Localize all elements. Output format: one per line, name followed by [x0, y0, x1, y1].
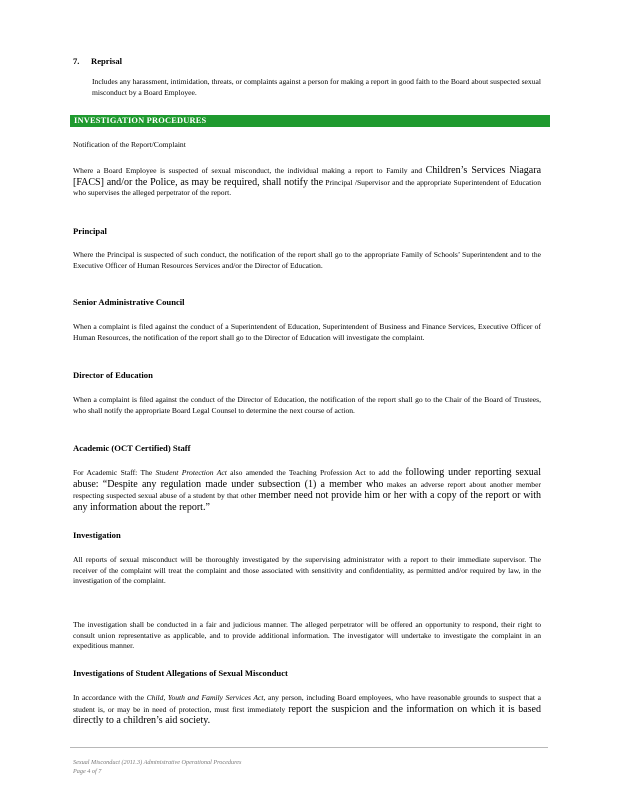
notification-body-part-2: Principal /Supervisor and the appropriate Superintendent of Education who supervises the alleged perpetrator of the report. — [73, 177, 541, 198]
student-allegations-large-text: report the suspicion and the information on which it is based directly to a children’s aid society. — [73, 703, 541, 727]
investigation-body-1: All reports of sexual misconduct will be thoroughly investigated by the supervising administrator with a report to their immediate supervisor. The receiver of the complaint will treat the complaint and those associated with sensitivity and confidentiality, as permitted and/or required by law, in the investigation of the complaint. — [73, 555, 541, 586]
investigation-procedures-band — [70, 115, 550, 127]
child-youth-family-services-act-title: Child, Youth and Family Services — [146, 693, 251, 702]
student-protection-act-title: Student Protection Act — [155, 468, 227, 477]
director-of-education-heading: Director of Education — [73, 370, 153, 380]
footer-page-number: Page 4 of 7 — [73, 768, 102, 775]
investigation-body-2: The investigation shall be conducted in a fair and judicious manner. The alleged perpetrator will be offered an opportunity to respond, their right to consult union representative as applicable, and to provide additional information. The investigator will undertake to investigate the complaint in an expeditious manner. — [73, 620, 541, 651]
student-allegations-body-part-1: In accordance with the — [73, 693, 147, 702]
act-suffix: Act — [250, 693, 264, 702]
principal-heading: Principal — [73, 226, 107, 236]
notification-body-part-1: Where a Board Employee is suspected of sexual misconduct, the individual making a report to Family and — [73, 166, 426, 175]
academic-staff-body-part-2: also amended the Teaching Profession Act to add the — [226, 468, 406, 477]
academic-staff-body-part-1: For Academic Staff: The — [73, 468, 156, 477]
director-of-education-body: When a complaint is filed against the conduct of the Director of Education, the notification of the report shall go to the Chair of the Board of Trustees, who shall notify the appropriate Board Legal Counsel to determine the next course of action. — [73, 395, 541, 415]
reprisal-heading — [73, 56, 122, 66]
principal-body: Where the Principal is suspected of such conduct, the notification of the report shall go to the appropriate Family of Schools’ Superintendent and to the Executive Officer of Human Resources Services and/or the Director of Education. — [73, 250, 541, 270]
academic-staff-body — [73, 467, 541, 513]
student-allegations-heading: Investigations of Student Allegations of Sexual Misconduct — [73, 668, 288, 678]
academic-staff-quote-part-2: member need not provide him or her with a copy of the report or with any information about the report.” — [73, 490, 541, 513]
reprisal-body: Includes any harassment, intimidation, threats, or complaints against a person for making a report in good faith to the Board about suspected sexual misconduct by a Board Employee. — [92, 77, 541, 97]
notification-intro: Notification of the Report/Complaint — [73, 140, 186, 149]
reprisal-heading-text: Reprisal — [91, 56, 123, 66]
footer-divider — [70, 747, 548, 748]
academic-staff-quote-part-1: following under reporting sexual abuse: “Despite any regulation made under subsection (1) a member who — [73, 467, 541, 490]
investigation-heading: Investigation — [73, 530, 121, 540]
investigation-procedures-title: INVESTIGATION PROCEDURES — [74, 116, 207, 125]
senior-administrative-council-heading: Senior Administrative Council — [73, 297, 185, 307]
academic-staff-body-part-3: makes an adverse report about another member respecting suspected sexual abuse of a student by that other — [73, 479, 541, 501]
reprisal-heading-number: 7. — [73, 56, 80, 66]
footer-document-title: Sexual Misconduct (2011.3) Administrative Operational Procedures — [73, 759, 242, 766]
student-allegations-body — [73, 693, 541, 727]
student-allegations-body-part-2: , any person, including Board employees, who have reasonable grounds to suspect that a student is, or may be in need of protection, must first immediately — [73, 693, 541, 714]
notification-body — [73, 165, 541, 199]
senior-administrative-council-body: When a complaint is filed against the conduct of a Superintendent of Education, Superintendent of Business and Finance Services, Executive Officer of Human Resources, the notification of the report shall go to the Director of Education will investigate the complaint. — [73, 322, 541, 342]
academic-staff-heading: Academic (OCT Certified) Staff — [73, 443, 191, 453]
notification-body-large-text: Children’s Services Niagara [FACS] and/or the Police, as may be required, shall notify the — [73, 165, 542, 188]
